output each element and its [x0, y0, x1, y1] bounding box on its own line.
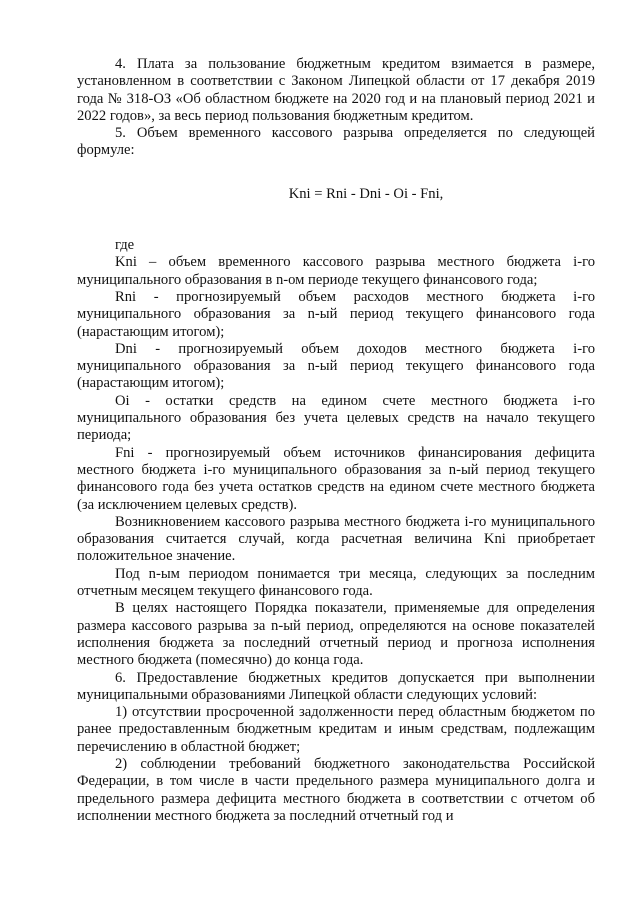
paragraph-n-period: Под n-ым периодом понимается три месяца, следующих за последним отчетным месяцем текущего финансового года.: [77, 565, 595, 600]
paragraph-indicators: В целях настоящего Порядка показатели, применяемые для определения размера кассового разрыва за n-ый период, определяются на основе показателей исполнения бюджета за последний отчетный период и прогноза исполнения местного бюджета (помесячно) до конца года.: [77, 600, 595, 669]
paragraph-6: 6. Предоставление бюджетных кредитов допускается при выполнении муниципальными образованиями Липецкой области следующих условий:: [77, 669, 595, 703]
paragraph-4: 4. Плата за пользование бюджетным кредитом взимается в размере, установленном в соответствии с Законом Липецкой области от 17 декабря 2019 года № 318-ОЗ «Об областном бюджете на 2020 год и на плановый период 2021 и 2022 годов», за весь период пользования бюджетным кредитом.: [77, 56, 595, 124]
paragraph-5: 5. Объем временного кассового разрыва определяется по следующей формуле:: [77, 125, 595, 159]
definition-dni: Dni - прогнозируемый объем доходов местного бюджета i-го муниципального образования за n-ый период текущего финансового года (нарастающим итогом);: [77, 340, 595, 392]
definition-fni: Fni - прогнозируемый объем источников финансирования дефицита местного бюджета i-го муниципального образования за n-ый период текущего финансового года без учета остатков средств на едином счете местного бюджета (за исключением целевых средств).: [77, 444, 595, 513]
where-label: где: [115, 237, 135, 254]
definition-rni: Rni - прогнозируемый объем расходов местного бюджета i-го муниципального образования за n-ый период текущего финансового года (нарастающим итогом);: [77, 288, 595, 340]
condition-2: 2) соблюдении требований бюджетного законодательства Российской Федерации, в том числе в части предельного размера муниципального долга и предельного размера дефицита местного бюджета в соответствии с отчетом об исполнении местного бюджета за последний отчетный год и: [77, 755, 595, 824]
paragraph-cash-gap: Возникновением кассового разрыва местного бюджета i-го муниципального образования считается случай, когда расчетная величина Kni приобретает положительное значение.: [77, 513, 595, 565]
formula: Kni = Rni - Dni - Oi - Fni,: [288, 185, 444, 202]
definition-kni: Kni – объем временного кассового разрыва местного бюджета i-го муниципального образования в n-ом периоде текущего финансового года;: [77, 254, 595, 288]
definition-oi: Oi - остатки средств на едином счете местного бюджета i-го муниципального образования без учета целевых средств на начало текущего периода;: [77, 392, 595, 444]
condition-1: 1) отсутствии просроченной задолженности перед областным бюджетом по ранее предоставленным бюджетным кредитам и иным средствам, подлежащим перечислению в областной бюджет;: [77, 704, 595, 755]
